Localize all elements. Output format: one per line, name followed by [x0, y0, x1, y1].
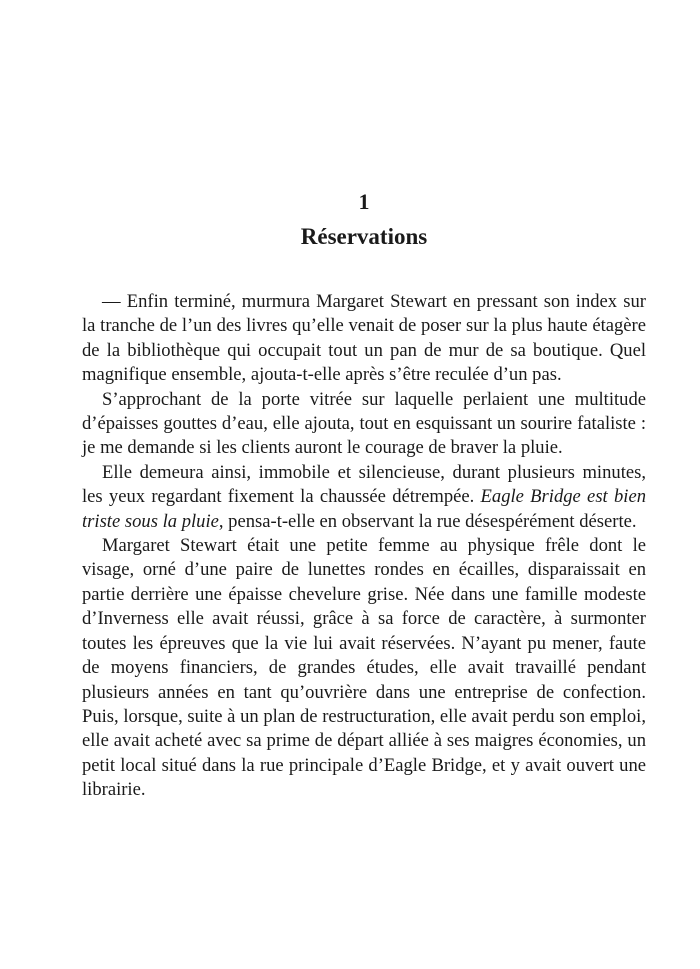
chapter-title: Réservations [300, 224, 428, 249]
paragraph-1 [82, 290, 646, 388]
italic-thought: Eagle Bridge est bien triste sous la pluie [82, 486, 646, 532]
paragraph-4 [82, 534, 646, 802]
chapter-body [82, 290, 646, 803]
paragraph-text: S’approchant de la porte vitrée sur laquelle perlaient une multitude d’épaisses gouttes d’eau, elle ajouta, tout en esquissant un sourire fataliste : je me demande si les clients auront le courage de braver la pluie. [82, 388, 646, 459]
paragraph-2 [82, 388, 646, 461]
paragraph-text: , pensa-t-elle en observant la rue désespérément déserte. [218, 510, 637, 532]
chapter-number: 1 [358, 189, 370, 214]
book-page [82, 188, 646, 803]
paragraph-text: Margaret Stewart était une petite femme au physique frêle dont le visage, orné d’une paire de lunettes rondes en écailles, disparaissait en partie derrière une épaisse chevelure grise. Née dans une famille modeste d’Inverness elle avait réussi, grâce à sa force de caractère, à surmonter toutes les épreuves que la vie lui avait réservées. N’ayant pu mener, faute de moyens financiers, de grandes études, elle avait travaillé pendant plusieurs années en tant qu’ouvrière dans une entreprise de confection. Puis, lorsque, suite à un plan de restructuration, elle avait perdu son emploi, elle avait acheté avec sa prime de départ alliée à ses maigres économies, un petit local situé dans la rue principale d’Eagle Bridge, et y avait ouvert une librairie. [82, 535, 646, 801]
paragraph-3 [82, 461, 646, 534]
paragraph-text: Elle demeura ainsi, immobile et silencieuse, durant plusieurs minutes, les yeux regardant fixement la chaussée détrempée. [82, 461, 646, 508]
paragraph-text: — Enfin terminé, murmura Margaret Stewart en pressant son index sur la tranche de l’un des livres qu’elle venait de poser sur la plus haute étagère de la bibliothèque qui occupait tout un pan de mur de sa boutique. Quel magnifique ensemble, ajouta-t-elle après s’être reculée d’un pas. [82, 291, 646, 386]
